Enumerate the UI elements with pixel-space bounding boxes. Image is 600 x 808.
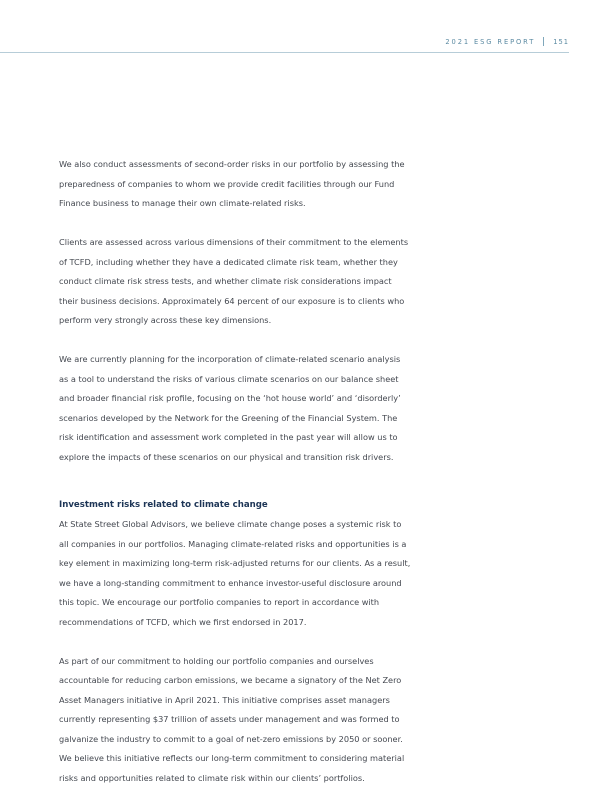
paragraph-scenario-analysis: We are currently planning for the incorporation of climate-related scenario analysis as a tool to understand the risks of various climate scenarios on our balance sheet and broader financial risk profile, focusing on the ‘hot house world’ and ‘disorderly’ scenarios developed by the Network for the Greening of the Financial System. The risk identification and assessment work completed in the past year will allow us to explore the impacts of these scenarios on our physical and transition risk drivers. bbox=[59, 354, 401, 462]
body-text bbox=[59, 155, 411, 808]
paragraph-systemic-risk: At State Street Global Advisors, we believe climate change poses a systemic risk to all companies in our portfolios. Managing climate-related risks and opportunities is a key element in maximizing long-term risk-adjusted returns for our clients. As a result, we have a long-standing commitment to enhance investor-useful disclosure around this topic. We encourage our portfolio companies to report in accordance with recommendations of TCFD, which we first endorsed in 2017. bbox=[59, 519, 411, 627]
header-rule bbox=[0, 52, 569, 53]
paragraph-client-assessment: Clients are assessed across various dimensions of their commitment to the elements of TCFD, including whether they have a dedicated climate risk team, whether they conduct climate risk stress tests, and whether climate risk considerations impact their business decisions. Approximately 64 percent of our exposure is to clients who perform very strongly across these key dimensions. bbox=[59, 237, 409, 325]
paragraph-net-zero: As part of our commitment to holding our portfolio companies and ourselves accountable for reducing carbon emissions, we became a signatory of the Net Zero Asset Managers initiative in April 2021. This initiative comprises asset managers currently representing $37 trillion of assets under management and was formed to galvanize the industry to commit to a goal of net-zero emissions by 2050 or sooner. We believe this initiative reflects our long-term commitment to considering material risks and opportunities related to climate risk within our clients’ portfolios. bbox=[59, 655, 405, 783]
paragraph-second-order-risks: We also conduct assessments of second-order risks in our portfolio by assessing the preparedness of companies to whom we provide credit facilities through our Fund Finance business to manage their own climate-related risks. bbox=[59, 159, 405, 208]
report-title: 2021 ESG REPORT bbox=[445, 37, 536, 46]
page-header bbox=[445, 37, 569, 46]
section-spacer bbox=[59, 487, 411, 496]
header-divider bbox=[543, 37, 544, 46]
section-heading: Investment risks related to climate change bbox=[59, 499, 268, 510]
page-number: 151 bbox=[553, 37, 569, 46]
